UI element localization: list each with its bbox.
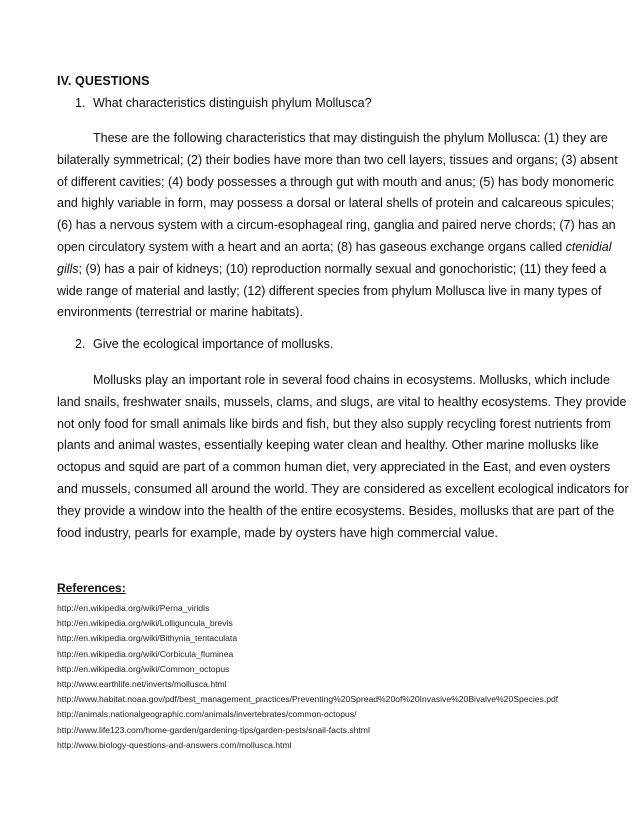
reference-link[interactable]: http://en.wikipedia.org/wiki/Corbicula_fluminea	[57, 648, 234, 659]
answer-line: (6) has a nervous system with a circum-esophageal ring, ganglia and paired nerve chords; (7) has an	[57, 218, 616, 233]
answer-line: not only food for small animals like birds and fish, but they also supply recycling forest nutrients from	[57, 416, 611, 431]
answer-line	[57, 237, 612, 259]
question-2	[75, 337, 333, 351]
italic-term: ctenidial	[565, 239, 612, 254]
answer-line: plants and animal wastes, essentially keeping water clean and healthy. Other marine mollusks like	[57, 438, 599, 453]
answer-line: they provide a window into the health of the entire ecosystems. Besides, mollusks that are part of the	[57, 503, 615, 518]
answer-line: and mussels, consumed all around the world. They are considered as excellent ecological indicators for	[57, 481, 629, 496]
reference-link[interactable]: http://en.wikipedia.org/wiki/Lolliguncula_brevis	[57, 618, 233, 629]
reference-link[interactable]: http://en.wikipedia.org/wiki/Perna_viridis	[57, 603, 210, 613]
answer-line: octopus and squid are part of a common human diet, very appreciated in the East, and even oysters	[57, 460, 611, 475]
answer-2	[57, 370, 629, 544]
reference-link[interactable]: http://www.earthlife.net/inverts/mollusca.html	[57, 679, 227, 690]
reference-link[interactable]: http://www.habitat.noaa.gov/pdf/best_management_practices/Preventing%20Spread%20of%20Invasive%20Bivalve%20Species.pdf	[57, 694, 559, 705]
question-text: Give the ecological importance of mollusks.	[93, 337, 334, 351]
answer-text: ; (9) has a pair of kidneys; (10) reproduction normally sexual and gonochoristic; (11) they feed a	[78, 261, 607, 276]
answer-line: bilaterally symmetrical; (2) their bodies have more than two cell layers, tissues and organs; (3) absent	[57, 152, 618, 167]
reference-link[interactable]: http://en.wikipedia.org/wiki/Common_octopus	[57, 663, 230, 674]
reference-link[interactable]: http://www.biology-questions-and-answers.com/mollusca.html	[57, 739, 292, 750]
question-number: 1.	[75, 96, 86, 110]
answer-line	[57, 259, 607, 281]
answer-line: and highly variable in form, may possess a dorsal or lateral shells of protein and calcareous spicules;	[57, 196, 615, 211]
answer-1	[57, 128, 618, 324]
answer-text: open circulatory system with a heart and an aorta; (8) has gaseous exchange organs called	[57, 239, 566, 254]
answer-line: food industry, pearls for example, made by oysters have high commercial value.	[57, 525, 498, 540]
reference-link[interactable]: http://en.wikipedia.org/wiki/Bithynia_tentaculata	[57, 633, 238, 644]
answer-line: These are the following characteristics that may distinguish the phylum Mollusca: (1) they are	[93, 131, 608, 145]
question-number: 2.	[75, 337, 86, 351]
answer-line: Mollusks play an important role in several food chains in ecosystems. Mollusks, which include	[93, 373, 610, 387]
reference-link[interactable]: http://www.life123.com/home-garden/gardening-tips/garden-pests/snail-facts.shtml	[57, 724, 370, 735]
answer-line: environments (terrestrial or marine habitats).	[57, 305, 303, 320]
italic-term-continued: gills	[57, 261, 79, 276]
references-list	[57, 601, 558, 753]
question-1	[75, 96, 372, 110]
section-heading: IV. QUESTIONS	[57, 74, 150, 88]
references-heading: References:	[57, 581, 126, 595]
reference-link[interactable]: http://animals.nationalgeographic.com/animals/invertebrates/common-octopus/	[57, 709, 357, 720]
question-text: What characteristics distinguish phylum Mollusca?	[93, 96, 372, 110]
answer-line: land snails, freshwater snails, mussels, clams, and slugs, are vital to healthy ecosystems. They provide	[57, 394, 627, 409]
answer-line: of different cavities; (4) body possesses a through gut with mouth and anus; (5) has body monomeric	[57, 174, 615, 189]
answer-line: wide range of material and lastly; (12) different species from phylum Mollusca live in many types of	[57, 283, 602, 298]
